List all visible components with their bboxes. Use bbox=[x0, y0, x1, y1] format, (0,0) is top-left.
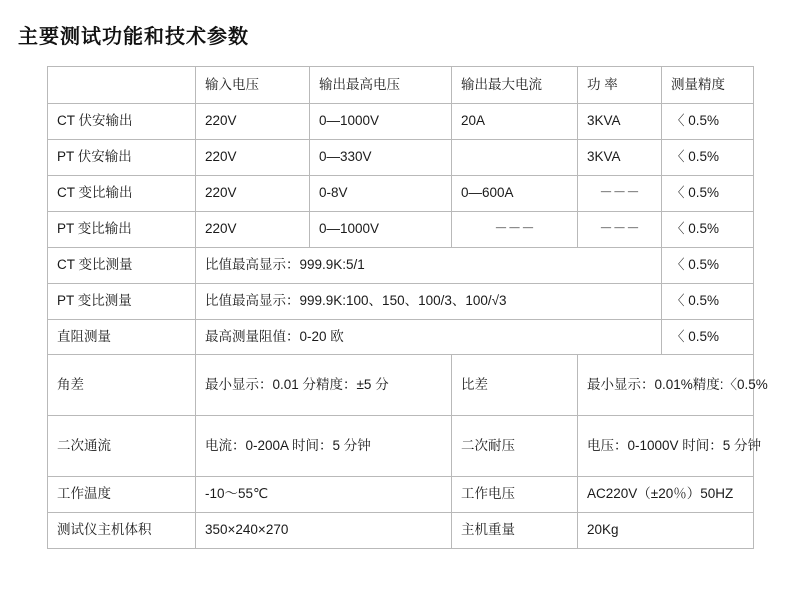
row-label-dimensions: 测试仪主机体积 bbox=[48, 513, 196, 549]
header-cell-blank bbox=[48, 67, 196, 104]
cell-dc-resistance-value: 最高测量阻值：0-20 欧 bbox=[196, 319, 662, 355]
cell-pt-va-power: 3KVA bbox=[578, 139, 662, 175]
cell-ct-ratio-accuracy: 〈 0.5% bbox=[662, 175, 754, 211]
header-cell-accuracy: 测量精度 bbox=[662, 67, 754, 104]
cell-dc-resistance-accuracy: 〈 0.5% bbox=[662, 319, 754, 355]
cell-pt-va-accuracy: 〈 0.5% bbox=[662, 139, 754, 175]
header-cell-power: 功 率 bbox=[578, 67, 662, 104]
table-row bbox=[48, 416, 754, 477]
cell-pt-ratio-power: －－－ bbox=[578, 211, 662, 247]
cell-pt-va-max-output-voltage: 0—330V bbox=[310, 139, 452, 175]
page-title: 主要测试功能和技术参数 bbox=[18, 26, 249, 48]
row-label-working-voltage: 工作电压 bbox=[452, 477, 578, 513]
row-label-pt-va-output: PT 伏安输出 bbox=[48, 139, 196, 175]
header-cell-max-output-current: 输出最大电流 bbox=[452, 67, 578, 104]
header-cell-input-voltage: 输入电压 bbox=[196, 67, 310, 104]
cell-dimensions-value: 350×240×270 bbox=[196, 513, 452, 549]
cell-ct-ratio-power: －－－ bbox=[578, 175, 662, 211]
row-label-weight: 主机重量 bbox=[452, 513, 578, 549]
cell-working-voltage-value: AC220V（±20％）50HZ bbox=[578, 477, 754, 513]
row-label-ct-ratio-measure: CT 变比测量 bbox=[48, 247, 196, 283]
table-row bbox=[48, 104, 754, 140]
row-label-ct-ratio-output: CT 变比输出 bbox=[48, 175, 196, 211]
row-label-ct-va-output: CT 伏安输出 bbox=[48, 104, 196, 140]
cell-ct-va-input-voltage: 220V bbox=[196, 104, 310, 140]
row-label-dc-resistance: 直阻测量 bbox=[48, 319, 196, 355]
table-row bbox=[48, 139, 754, 175]
cell-ct-va-max-output-current: 20A bbox=[452, 104, 578, 140]
table-row bbox=[48, 477, 754, 513]
cell-ct-va-max-output-voltage: 0—1000V bbox=[310, 104, 452, 140]
row-label-secondary-withstand-voltage: 二次耐压 bbox=[452, 416, 578, 477]
table-row bbox=[48, 175, 754, 211]
row-label-ratio-error: 比差 bbox=[452, 355, 578, 416]
table-row bbox=[48, 247, 754, 283]
row-label-angle-error: 角差 bbox=[48, 355, 196, 416]
cell-working-temperature-value: -10～55℃ bbox=[196, 477, 452, 513]
table-header-row bbox=[48, 67, 754, 104]
cell-pt-va-input-voltage: 220V bbox=[196, 139, 310, 175]
cell-pt-ratio-accuracy: 〈 0.5% bbox=[662, 211, 754, 247]
cell-ct-ratio-max-output-voltage: 0-8V bbox=[310, 175, 452, 211]
cell-ct-ratio-max-output-current: 0—600A bbox=[452, 175, 578, 211]
table-row bbox=[48, 211, 754, 247]
specifications-table bbox=[47, 66, 768, 549]
cell-ct-ratio-input-voltage: 220V bbox=[196, 175, 310, 211]
row-label-pt-ratio-output: PT 变比输出 bbox=[48, 211, 196, 247]
cell-pt-ratio-measure-accuracy: 〈 0.5% bbox=[662, 283, 754, 319]
table-row bbox=[48, 355, 754, 416]
table-row bbox=[48, 513, 754, 549]
cell-weight-value: 20Kg bbox=[578, 513, 754, 549]
cell-secondary-current-value: 电流：0-200A 时间：5 分钟 bbox=[196, 416, 452, 477]
cell-ct-va-accuracy: 〈 0.5% bbox=[662, 104, 754, 140]
cell-pt-ratio-max-output-current: －－－ bbox=[452, 211, 578, 247]
row-label-pt-ratio-measure: PT 变比测量 bbox=[48, 283, 196, 319]
cell-ct-ratio-measure-value: 比值最高显示：999.9K:5/1 bbox=[196, 247, 662, 283]
cell-ct-va-power: 3KVA bbox=[578, 104, 662, 140]
header-cell-max-output-voltage: 输出最高电压 bbox=[310, 67, 452, 104]
cell-angle-error-value: 最小显示：0.01 分精度：±5 分 bbox=[196, 355, 452, 416]
cell-pt-ratio-max-output-voltage: 0—1000V bbox=[310, 211, 452, 247]
cell-pt-ratio-measure-value: 比值最高显示：999.9K:100、150、100/3、100/√3 bbox=[196, 283, 662, 319]
row-label-secondary-current: 二次通流 bbox=[48, 416, 196, 477]
cell-ratio-error-value: 最小显示：0.01%精度:〈0.5% bbox=[578, 355, 754, 416]
table-row bbox=[48, 283, 754, 319]
cell-pt-ratio-input-voltage: 220V bbox=[196, 211, 310, 247]
cell-pt-va-max-output-current bbox=[452, 139, 578, 175]
cell-ct-ratio-measure-accuracy: 〈 0.5% bbox=[662, 247, 754, 283]
cell-secondary-withstand-voltage-value: 电压：0-1000V 时间：5 分钟 bbox=[578, 416, 754, 477]
table-row bbox=[48, 319, 754, 355]
row-label-working-temperature: 工作温度 bbox=[48, 477, 196, 513]
